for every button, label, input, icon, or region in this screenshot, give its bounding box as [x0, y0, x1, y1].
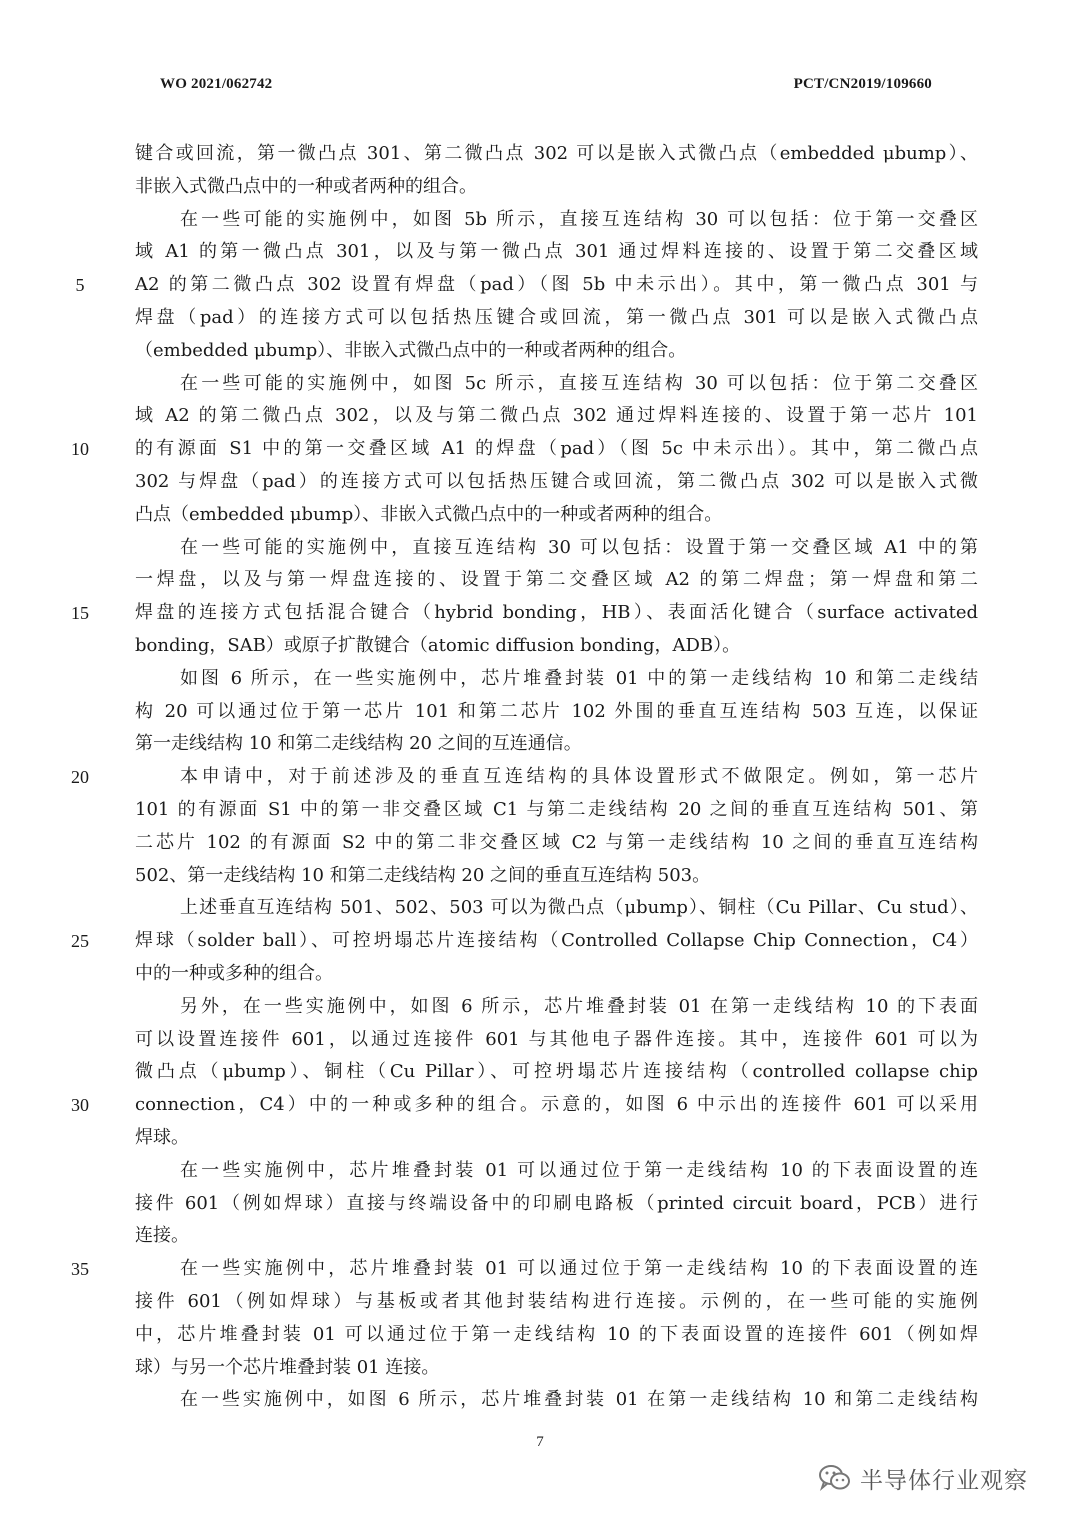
text-line: 构 20 可以通过位于第一芯片 101 和第二芯片 102 外围的垂直互连结构 503 互连，以保证 — [135, 700, 978, 722]
text-line: 302 与焊盘（pad）的连接方式可以包括热压键合或回流，第二微凸点 302 可以是嵌入式微 — [135, 471, 978, 492]
text-line: 接件 601（例如焊球）直接与终端设备中的印刷电路板（printed circuit board，PCB）进行 — [135, 1192, 978, 1214]
text-line: 焊盘的连接方式包括混合键合（hybrid bonding，HB）、表面活化键合（surface activated — [135, 602, 978, 624]
line-number: 10 — [71, 439, 89, 460]
text-line: 的有源面 S1 中的第一交叠区域 A1 的焊盘（pad）（图 5c 中未示出）。其中，第二微凸点 — [135, 438, 978, 460]
text-line: 键合或回流，第一微凸点 301、第二微凸点 302 可以是嵌入式微凸点（embedded μbump）、 — [135, 143, 978, 164]
page-number: 7 — [536, 1434, 544, 1450]
text-line: 中，芯片堆叠封装 01 可以通过位于第一走线结构 10 的下表面设置的连接件 601（例如焊 — [135, 1323, 978, 1345]
text-line: 在一些实施例中，芯片堆叠封装 01 可以通过位于第一走线结构 10 的下表面设置的连 — [180, 1159, 978, 1181]
line-number: 25 — [71, 931, 89, 952]
text-line: 上述垂直互连结构 501、502、503 可以为微凸点（μbump）、铜柱（Cu Pillar、Cu stud）、 — [180, 897, 978, 919]
text-line: 一焊盘，以及与第一焊盘连接的、设置于第二交叠区域 A2 的第二焊盘；第一焊盘和第二 — [135, 569, 978, 591]
text-line: 在一些实施例中，如图 6 所示，芯片堆叠封装 01 在第一走线结构 10 和第二走线结构 — [180, 1389, 978, 1411]
text-line: 如图 6 所示，在一些实施例中，芯片堆叠封装 01 中的第一走线结构 10 和第二走线结 — [180, 667, 978, 689]
text-line: 本申请中，对于前述涉及的垂直互连结构的具体设置形式不做限定。例如，第一芯片 — [180, 766, 978, 788]
text-line: 在一些可能的实施例中，如图 5c 所示，直接互连结构 30 可以包括：位于第二交叠区 — [180, 372, 978, 394]
text-line: 第一走线结构 10 和第二走线结构 20 之间的互连通信。 — [135, 733, 582, 755]
text-line: 另外，在一些实施例中，如图 6 所示，芯片堆叠封装 01 在第一走线结构 10 的下表面 — [180, 995, 978, 1017]
text-line: 凸点（embedded μbump）、非嵌入式微凸点中的一种或者两种的组合。 — [135, 503, 723, 525]
text-line: 101 的有源面 S1 中的第一非交叠区域 C1 与第二走线结构 20 之间的垂直互连结构 501、第 — [135, 799, 978, 820]
watermark-text: 半导体行业观察 — [860, 1467, 1028, 1494]
text-line: 连接。 — [135, 1225, 189, 1247]
text-line: 二芯片 102 的有源面 S2 中的第二非交叠区域 C2 与第一走线结构 10 之间的垂直互连结构 — [135, 831, 978, 853]
text-line: bonding，SAB）或原子扩散键合（atomic diffusion bonding，ADB）。 — [135, 635, 741, 656]
text-line: 焊球。 — [135, 1127, 189, 1148]
line-number: 30 — [71, 1095, 89, 1116]
application-number: PCT/CN2019/109660 — [793, 76, 932, 92]
text-line: （embedded μbump）、非嵌入式微凸点中的一种或者两种的组合。 — [135, 339, 687, 361]
text-line: 在一些实施例中，芯片堆叠封装 01 可以通过位于第一走线结构 10 的下表面设置的连 — [180, 1258, 978, 1280]
text-line: connection，C4）中的一种或多种的组合。示意的，如图 6 中示出的连接件 601 可以采用 — [135, 1094, 978, 1116]
text-line: 球）与另一个芯片堆叠封装 01 连接。 — [135, 1356, 440, 1378]
text-line: A2 的第二微凸点 302 设置有焊盘（pad）（图 5b 中未示出）。其中，第一微凸点 301 与 — [135, 274, 978, 296]
text-line: 焊盘（pad）的连接方式可以包括热压键合或回流，第一微凸点 301 可以是嵌入式微凸点 — [135, 307, 978, 328]
line-number: 15 — [71, 603, 89, 624]
text-line: 非嵌入式微凸点中的一种或者两种的组合。 — [135, 175, 477, 197]
text-line: 域 A2 的第二微凸点 302，以及与第二微凸点 302 通过焊料连接的、设置于第一芯片 101 — [135, 405, 978, 427]
line-number: 5 — [75, 275, 85, 296]
publication-number: WO 2021/062742 — [160, 76, 273, 92]
text-line: 可以设置连接件 601，以通过连接件 601 与其他电子器件连接。其中，连接件 601 可以为 — [135, 1028, 978, 1050]
line-number: 35 — [71, 1259, 89, 1280]
text-line: 焊球（solder ball）、可控坍塌芯片连接结构（Controlled Collapse Chip Connection，C4） — [135, 930, 978, 952]
text-line: 微凸点（μbump）、铜柱（Cu Pillar）、可控坍塌芯片连接结构（controlled collapse chip — [135, 1061, 978, 1083]
wechat-icon — [818, 1464, 852, 1492]
text-line: 502、第一走线结构 10 和第二走线结构 20 之间的垂直互连结构 503。 — [135, 864, 711, 886]
text-line: 接件 601（例如焊球）与基板或者其他封装结构进行连接。示例的，在一些可能的实施例 — [135, 1291, 978, 1312]
text-line: 在一些可能的实施例中，如图 5b 所示，直接互连结构 30 可以包括：位于第一交叠区 — [180, 208, 978, 230]
line-number: 20 — [71, 767, 89, 788]
text-line: 中的一种或多种的组合。 — [135, 963, 333, 984]
watermark — [818, 1458, 1028, 1498]
text-line: 在一些可能的实施例中，直接互连结构 30 可以包括：设置于第一交叠区域 A1 中的第 — [180, 536, 978, 558]
text-line: 域 A1 的第一微凸点 301，以及与第一微凸点 301 通过焊料连接的、设置于第二交叠区域 — [135, 241, 978, 263]
